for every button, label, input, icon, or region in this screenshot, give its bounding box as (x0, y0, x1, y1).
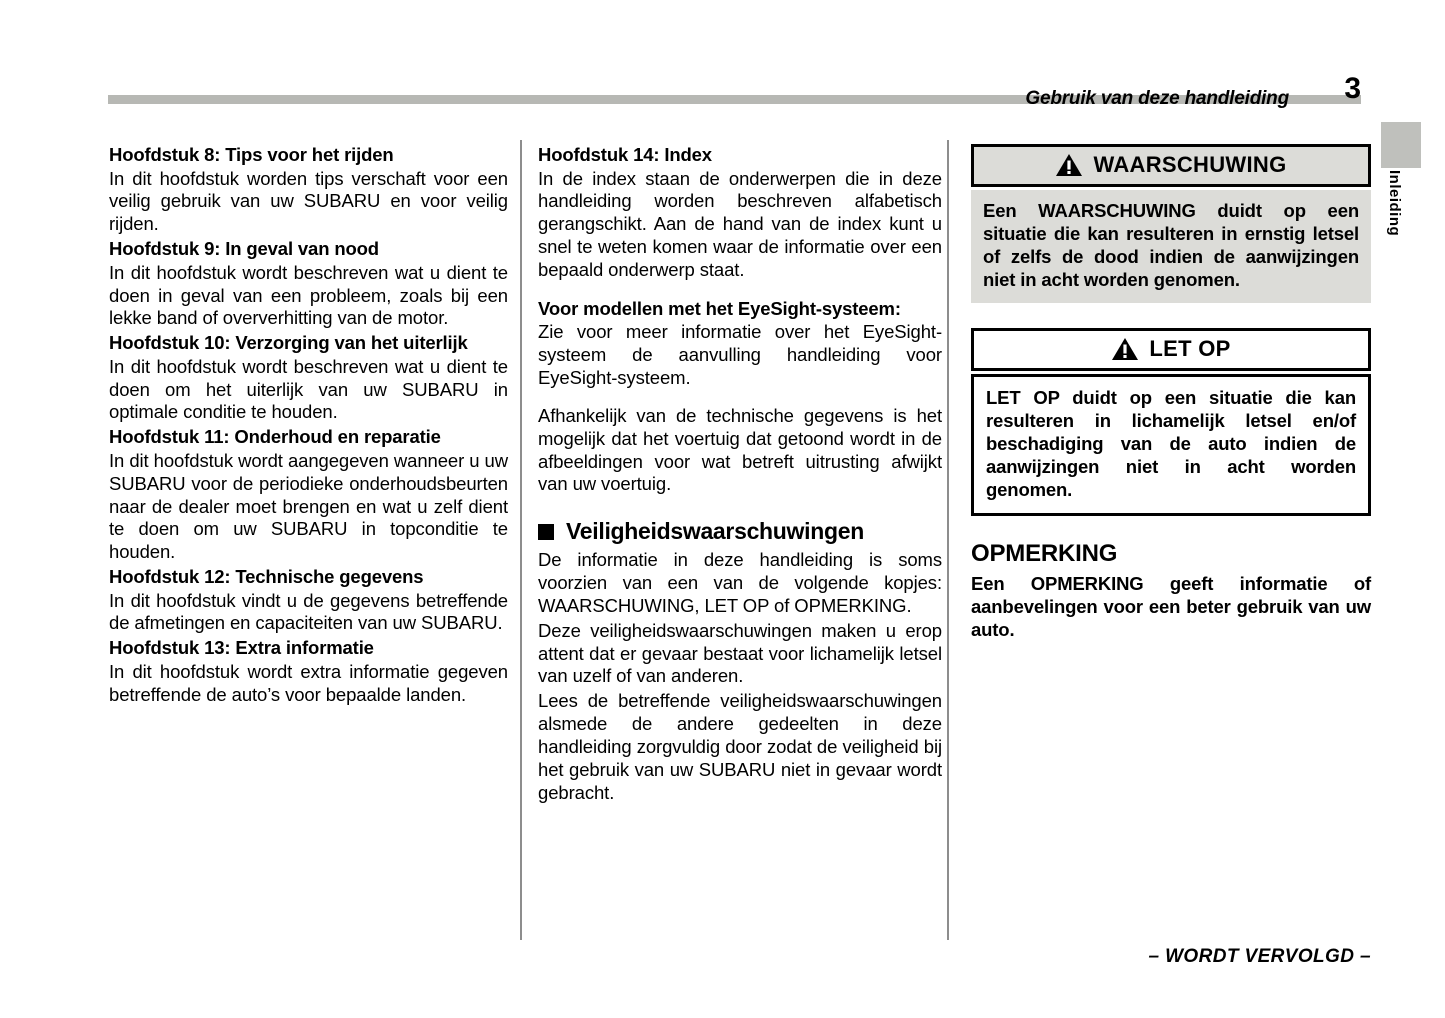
chapter-heading-10: Hoofdstuk 10: Verzorging van het uiterlijk (109, 332, 468, 354)
chapter-heading-12: Hoofdstuk 12: Technische gegevens (109, 566, 424, 588)
column-one (109, 144, 508, 709)
safety-paragraph-3: Lees de betreffende veiligheidswaarschuwingen alsmede de andere gedeelten in deze handleiding zorgvuldig door zodat de veiligheid bij het gebruik van uw SUBARU niet in gevaar wordt gebracht. (538, 690, 942, 803)
chapter-body-9: In dit hoofdstuk wordt beschreven wat u dient te doen in geval van een probleem, zoals bij een lekke band of oververhitting van de motor. (109, 261, 508, 329)
warning-alert-title-label: WAARSCHUWING (1093, 152, 1287, 177)
warning-alert-body: Een WAARSCHUWING duidt op een situatie die kan resulteren in ernstig letsel of zelfs de dood indien de aanwijzingen niet in acht worden genomen. (971, 190, 1371, 303)
chapter-body-12: In dit hoofdstuk vindt u de gegevens betreffende de afmetingen en capaciteiten van uw SUBARU. (109, 589, 508, 634)
caution-alert-title (971, 328, 1371, 371)
column-divider-2 (947, 140, 949, 940)
warning-triangle-icon (1055, 153, 1083, 177)
warning-alert-title (971, 144, 1371, 187)
column-two (538, 144, 942, 807)
chapter-heading-9: Hoofdstuk 9: In geval van nood (109, 238, 379, 260)
section-tab-label: Inleiding (1386, 170, 1403, 237)
chapter-heading-14: Hoofdstuk 14: Index (538, 144, 712, 165)
chapter-body-13: In dit hoofdstuk wordt extra informatie gegeven betreffende de auto’s voor bepaalde landen. (109, 660, 508, 705)
section-tab-marker (1381, 122, 1421, 168)
page-header (108, 72, 1361, 110)
caution-triangle-icon (1111, 337, 1139, 361)
caution-alert-body: LET OP duidt op een situatie die kan resulteren in lichamelijk letsel en/of beschadiging van de auto indien de aanwijzingen niet in acht worden genomen. (971, 374, 1371, 516)
caution-alert-box (971, 328, 1371, 516)
page-number: 3 (1344, 72, 1361, 105)
column-three (971, 144, 1371, 641)
chapter-heading-13: Hoofdstuk 13: Extra informatie (109, 637, 374, 659)
continued-footer: – WORDT VERVOLGD – (1148, 946, 1371, 967)
note-body: Een OPMERKING geeft informatie of aanbevelingen voor een beter gebruik van uw auto. (971, 573, 1371, 641)
square-bullet-icon (538, 524, 554, 540)
safety-warnings-heading-label: Veiligheidswaarschuwingen (566, 518, 864, 545)
warning-alert-box (971, 144, 1371, 303)
chapter-body-10: In dit hoofdstuk wordt beschreven wat u dient te doen om het uiterlijk van uw SUBARU in optimale conditie te houden. (109, 355, 508, 423)
eyesight-heading: Voor modellen met het EyeSight-systeem: (538, 297, 901, 319)
chapter-body-8: In dit hoofdstuk worden tips verschaft voor een veilig gebruik van uw SUBARU en voor veilig rijden. (109, 167, 508, 235)
caution-alert-title-label: LET OP (1149, 336, 1231, 362)
safety-paragraph-1: De informatie in deze handleiding is soms voorzien van een van de volgende kopjes: WAARSCHUWING, LET OP of OPMERKING. (538, 549, 942, 616)
chapter-body-14: In de index staan de onderwerpen die in deze handleiding worden beschreven alfabetisch gerangschikt. Aan de hand van de index kunt u snel te weten komen waar de informatie over een bepaald onderwerp staat. (538, 167, 942, 280)
safety-paragraph-2: Deze veiligheidswaarschuwingen maken u erop attent dat er gevaar bestaat voor lichamelijk letsel van uzelf of van anderen. (538, 619, 942, 687)
page-title: Gebruik van deze handleiding (1025, 88, 1289, 109)
eyesight-body: Zie voor meer informatie over het EyeSight-systeem de aanvulling handleiding voor EyeSight-systeem. (538, 321, 942, 389)
column-divider-1 (520, 140, 522, 940)
chapter-heading-11: Hoofdstuk 11: Onderhoud en reparatie (109, 426, 441, 448)
chapter-heading-8: Hoofdstuk 8: Tips voor het rijden (109, 144, 394, 165)
note-heading: OPMERKING (971, 540, 1118, 568)
chapter-body-11: In dit hoofdstuk wordt aangegeven wanneer u uw SUBARU voor de periodieke onderhoudsbeurten naar de dealer moet brengen en wat u zelf dient te doen om uw SUBARU in topconditie te houden. (109, 449, 508, 563)
illustration-disclaimer: Afhankelijk van de technische gegevens is het mogelijk dat het voertuig dat getoond wordt in de afbeeldingen voor wat betreft uitrusting afwijkt van uw voertuig. (538, 404, 942, 495)
safety-warnings-heading (538, 518, 942, 545)
